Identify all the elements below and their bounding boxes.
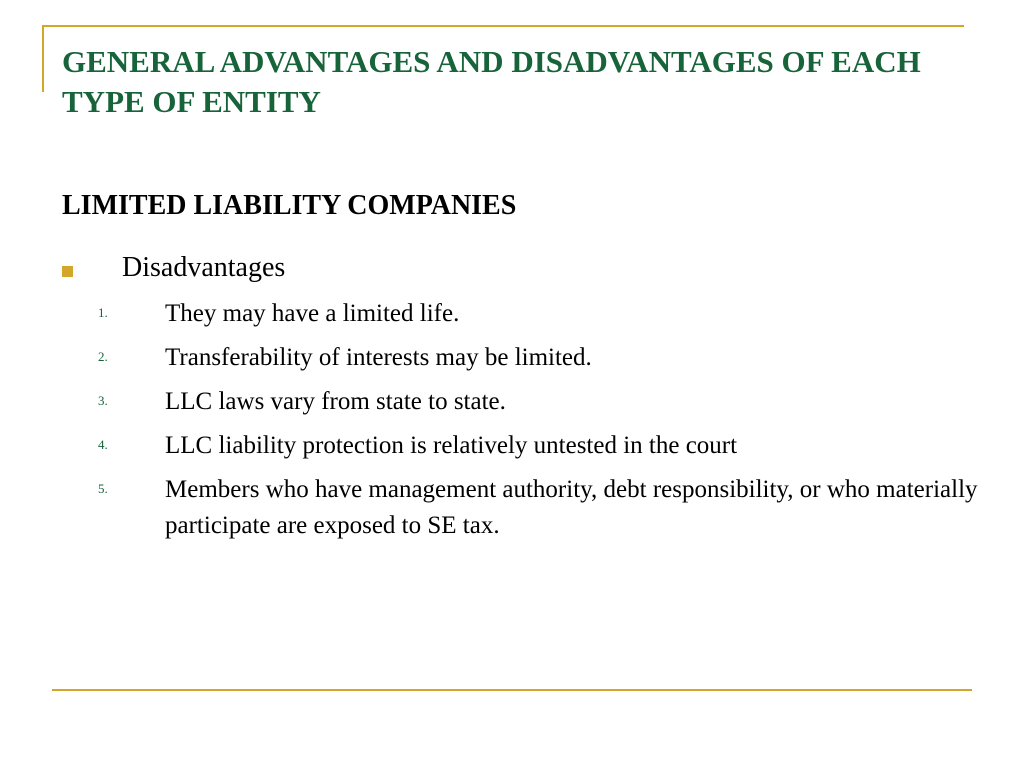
list-item-text: Members who have management authority, debt responsibility, or who materially participate are exposed to SE tax. bbox=[165, 476, 978, 539]
section-heading: LIMITED LIABILITY COMPANIES bbox=[62, 190, 517, 221]
list-item bbox=[98, 428, 978, 464]
slide-title: GENERAL ADVANTAGES AND DISADVANTAGES OF EACH TYPE OF ENTITY bbox=[62, 44, 921, 119]
list-item-number: 2. bbox=[98, 349, 108, 364]
left-accent-line bbox=[42, 25, 44, 92]
list-item-text: Transferability of interests may be limited. bbox=[165, 344, 592, 371]
disadvantages-list bbox=[98, 296, 978, 552]
list-item bbox=[98, 472, 978, 544]
top-accent-line bbox=[42, 25, 964, 27]
bullet-text: Disadvantages bbox=[122, 252, 286, 283]
list-item-text: They may have a limited life. bbox=[165, 300, 460, 327]
list-item-number: 1. bbox=[98, 305, 108, 320]
list-item bbox=[98, 340, 978, 376]
list-item-number: 5. bbox=[98, 481, 108, 496]
bullet-disadvantages bbox=[62, 250, 286, 286]
list-item bbox=[98, 296, 978, 332]
list-item-text: LLC laws vary from state to state. bbox=[165, 388, 506, 415]
list-item-number: 4. bbox=[98, 437, 108, 452]
list-item-text: LLC liability protection is relatively untested in the court bbox=[165, 432, 738, 459]
list-item bbox=[98, 384, 978, 420]
bottom-accent-line bbox=[52, 689, 972, 691]
square-bullet-icon bbox=[62, 266, 73, 277]
list-item-number: 3. bbox=[98, 393, 108, 408]
